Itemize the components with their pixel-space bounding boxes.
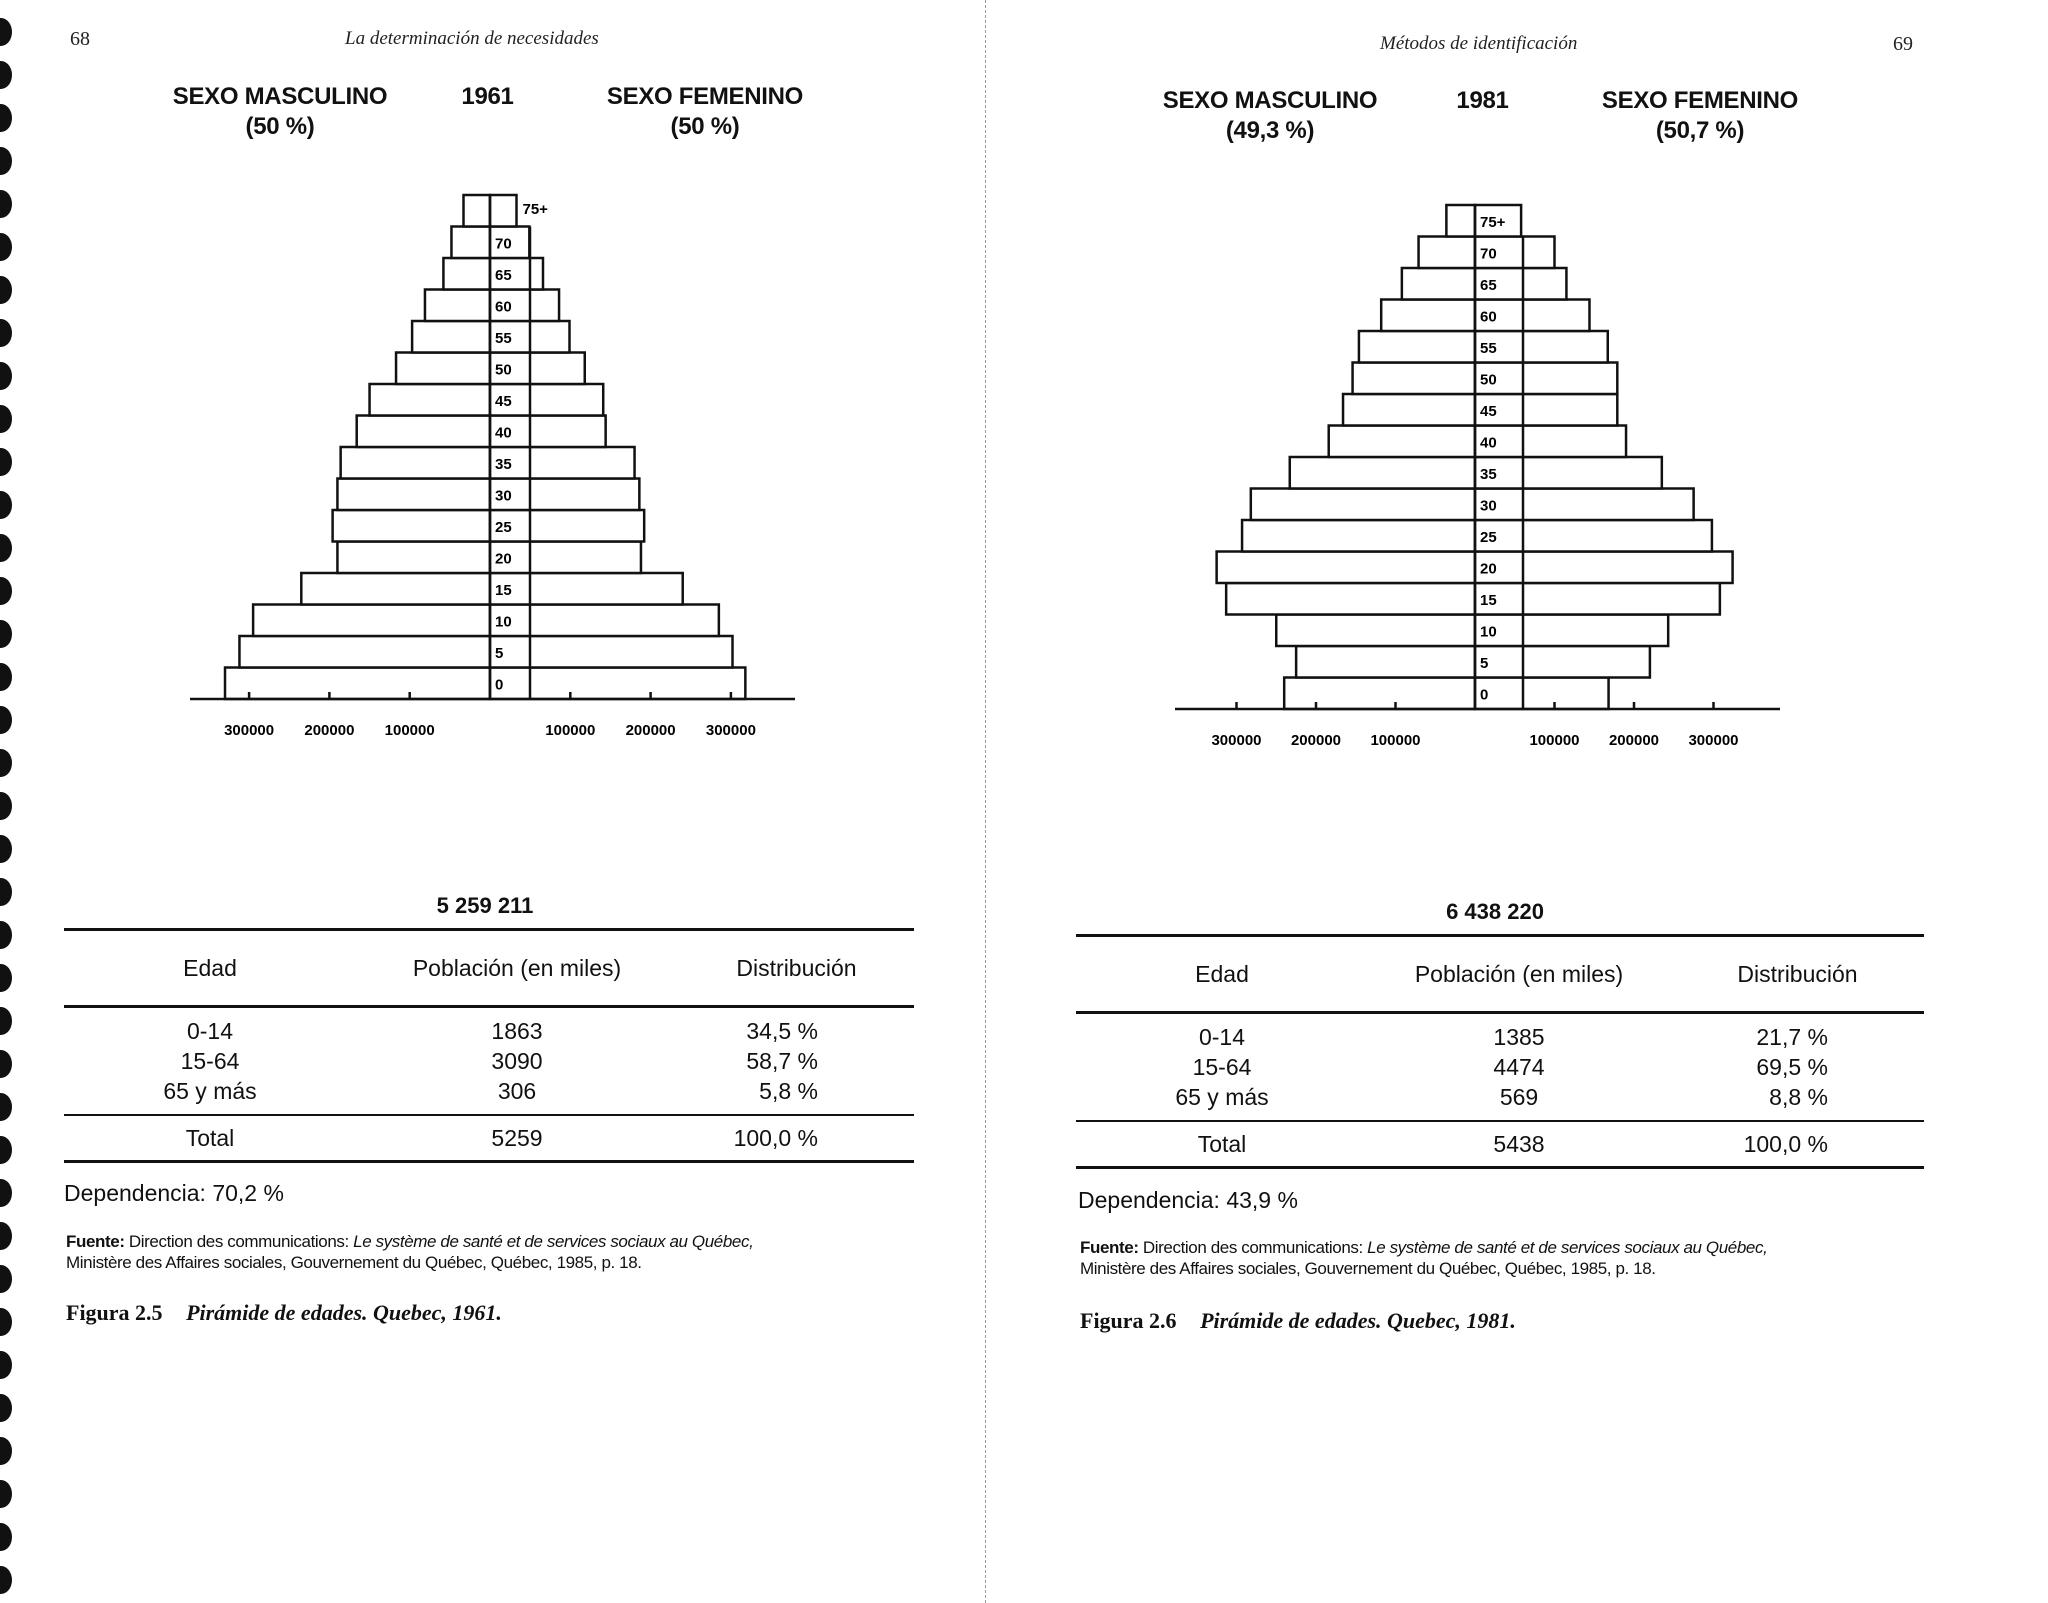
cell-population: 306 <box>497 1077 537 1104</box>
table-row <box>1076 1082 1924 1121</box>
year-label: 1961 <box>461 83 514 110</box>
male-bar-55 <box>412 321 490 353</box>
cell-population: 1385 <box>1493 1023 1545 1050</box>
age-label-50: 50 <box>1480 371 1497 389</box>
x-tick-label: 300000 <box>224 722 275 739</box>
figure-number: Figura 2.5 <box>66 1300 163 1325</box>
running-head: Métodos de identificación <box>1380 33 1578 54</box>
age-label-25: 25 <box>495 518 512 536</box>
source-book: Le système de santé et de services sociaux au Québec, <box>1367 1238 1768 1257</box>
table-row <box>1076 1052 1924 1082</box>
male-percentage: (50 %) <box>245 113 315 140</box>
cell-distribution: 5,8 % <box>759 1077 818 1104</box>
table-total-row <box>64 1115 914 1162</box>
female-bar-5 <box>490 636 733 668</box>
right-page <box>990 0 2048 1603</box>
female-label-text: SEXO FEMENINO <box>606 83 804 110</box>
female-label <box>575 82 835 142</box>
col-header-age: Edad <box>64 930 356 1007</box>
x-tick-label: 100000 <box>545 722 596 739</box>
female-bar-0 <box>1475 678 1609 710</box>
age-label-50: 50 <box>495 361 512 379</box>
female-bar-20 <box>1475 552 1733 584</box>
population-table <box>1076 934 1924 1169</box>
age-label-0: 0 <box>495 676 504 694</box>
x-tick-label: 200000 <box>1608 732 1660 749</box>
table-row <box>64 1007 914 1047</box>
x-tick-label: 300000 <box>705 722 756 739</box>
population-pyramid-1981 <box>1155 195 1855 775</box>
age-label-75+: 75+ <box>1480 213 1506 231</box>
female-bar-25 <box>490 510 644 542</box>
cell-distribution: 69,5 % <box>1756 1053 1828 1080</box>
age-label-20: 20 <box>495 550 512 568</box>
male-bar-70 <box>1419 237 1475 269</box>
age-label-15: 15 <box>495 581 512 599</box>
age-label-55: 55 <box>495 329 512 347</box>
cell-distribution: 21,7 % <box>1756 1023 1828 1050</box>
source-note <box>1080 1237 2010 1279</box>
female-bar-10 <box>1475 615 1668 647</box>
male-percentage: (49,3 %) <box>1225 117 1315 144</box>
age-label-35: 35 <box>495 455 512 473</box>
female-percentage: (50,7 %) <box>1655 117 1745 144</box>
age-label-65: 65 <box>1480 276 1497 294</box>
male-bar-75+ <box>1446 205 1475 237</box>
age-label-0: 0 <box>1480 686 1489 704</box>
dependency-ratio: Dependencia: 70,2 % <box>64 1180 284 1206</box>
col-header-distribution: Distribución <box>1670 936 1924 1013</box>
male-bar-65 <box>1402 268 1475 300</box>
female-bar-35 <box>1475 457 1662 489</box>
male-bar-5 <box>239 636 490 668</box>
female-bar-0 <box>490 668 745 700</box>
male-bar-20 <box>337 542 490 574</box>
cell-age: 65 y más <box>163 1077 257 1104</box>
x-tick-label: 100000 <box>384 722 435 739</box>
x-tick-label: 100000 <box>1370 732 1421 749</box>
age-label-75+: 75+ <box>522 201 548 218</box>
female-bar-40 <box>1475 426 1626 458</box>
male-bar-25 <box>333 510 490 542</box>
female-bar-5 <box>1475 646 1650 678</box>
female-bar-15 <box>1475 583 1720 615</box>
table-header-row <box>64 930 914 1007</box>
male-bar-60 <box>1381 300 1475 332</box>
age-label-60: 60 <box>1480 308 1497 326</box>
left-page <box>0 0 990 1603</box>
male-bar-0 <box>225 668 490 700</box>
source-agency: Direction des communications: <box>1142 1238 1363 1257</box>
cell-distribution: 34,5 % <box>746 1017 818 1044</box>
male-bar-10 <box>1276 615 1475 647</box>
female-bar-30 <box>490 479 639 511</box>
female-label <box>1575 86 1825 146</box>
cell-age: 15-64 <box>1192 1053 1252 1080</box>
age-label-5: 5 <box>495 644 504 662</box>
age-label-30: 30 <box>495 487 512 505</box>
age-label-70: 70 <box>1480 245 1497 263</box>
x-tick-label: 100000 <box>1529 732 1580 749</box>
table-header-row <box>1076 936 1924 1013</box>
cell-total-population: 5438 <box>1368 1121 1670 1168</box>
cell-age: 0-14 <box>1198 1023 1246 1050</box>
figure-number: Figura 2.6 <box>1080 1308 1177 1333</box>
male-bar-15 <box>1226 583 1475 615</box>
source-lead: Fuente: <box>1080 1238 1139 1257</box>
cell-population: 1863 <box>491 1017 543 1044</box>
age-label-60: 60 <box>495 298 512 316</box>
age-label-35: 35 <box>1480 465 1497 483</box>
cell-total-label: Total <box>1076 1121 1368 1168</box>
x-tick-label: 300000 <box>1688 732 1739 749</box>
figure-caption <box>66 1300 502 1326</box>
male-bar-35 <box>341 447 490 479</box>
cell-age: 15-64 <box>180 1047 240 1074</box>
male-bar-5 <box>1296 646 1475 678</box>
figure-caption <box>1080 1308 1516 1334</box>
age-label-40: 40 <box>1480 434 1497 452</box>
total-population: 6 438 220 <box>1446 899 1544 924</box>
female-percentage: (50 %) <box>670 113 740 140</box>
male-bar-25 <box>1242 520 1475 552</box>
male-label <box>1145 86 1395 146</box>
cell-distribution: 58,7 % <box>746 1047 818 1074</box>
source-publisher: Ministère des Affaires sociales, Gouvernement du Québec, Québec, 1985, p. 18. <box>1080 1259 1656 1278</box>
x-tick-label: 200000 <box>625 722 676 739</box>
cell-total-distribution: 100,0 % <box>1670 1121 1924 1168</box>
male-label <box>150 82 410 142</box>
cell-age: 65 y más <box>1175 1083 1269 1110</box>
col-header-population: Población (en miles) <box>356 930 678 1007</box>
age-label-10: 10 <box>1480 623 1497 641</box>
age-label-55: 55 <box>1480 339 1497 357</box>
male-bar-45 <box>370 384 490 416</box>
age-label-25: 25 <box>1480 528 1497 546</box>
male-bar-70 <box>451 227 490 259</box>
x-tick-label: 200000 <box>1290 732 1342 749</box>
page-number: 69 <box>1893 33 1913 55</box>
male-bar-0 <box>1284 678 1475 710</box>
male-bar-10 <box>253 605 490 637</box>
col-header-age: Edad <box>1076 936 1368 1013</box>
source-lead: Fuente: <box>66 1232 125 1251</box>
age-label-5: 5 <box>1480 654 1489 672</box>
cell-distribution: 8,8 % <box>1769 1083 1828 1110</box>
col-header-distribution: Distribución <box>678 930 914 1007</box>
cell-total-population: 5259 <box>356 1115 678 1162</box>
running-head: La determinación de necesidades <box>345 28 599 49</box>
age-label-30: 30 <box>1480 497 1497 515</box>
female-bar-10 <box>490 605 719 637</box>
female-bar-75+ <box>490 195 516 227</box>
male-bar-35 <box>1290 457 1475 489</box>
male-bar-55 <box>1359 331 1475 363</box>
age-label-45: 45 <box>495 392 512 410</box>
age-label-10: 10 <box>495 613 512 631</box>
age-label-45: 45 <box>1480 402 1497 420</box>
male-bar-50 <box>396 353 490 385</box>
male-bar-30 <box>1251 489 1475 521</box>
age-label-65: 65 <box>495 266 512 284</box>
male-bar-60 <box>425 290 490 322</box>
cell-total-distribution: 100,0 % <box>678 1115 914 1162</box>
male-bar-30 <box>337 479 490 511</box>
dependency-ratio: Dependencia: 43,9 % <box>1078 1187 1298 1213</box>
figure-title: Pirámide de edades. Quebec, 1961. <box>186 1300 502 1325</box>
male-bar-50 <box>1353 363 1475 395</box>
male-label-text: SEXO MASCULINO <box>172 83 388 110</box>
cell-total-label: Total <box>64 1115 356 1162</box>
age-label-70: 70 <box>495 235 512 253</box>
male-bar-75+ <box>464 195 490 227</box>
male-bar-40 <box>1329 426 1475 458</box>
male-bar-45 <box>1343 394 1475 426</box>
age-label-20: 20 <box>1480 560 1497 578</box>
year-label: 1981 <box>1456 87 1509 114</box>
total-population: 5 259 211 <box>436 893 534 918</box>
source-agency: Direction des communications: <box>128 1232 349 1251</box>
age-label-15: 15 <box>1480 591 1497 609</box>
x-tick-label: 300000 <box>1211 732 1262 749</box>
cell-population: 569 <box>1499 1083 1539 1110</box>
x-tick-label: 200000 <box>304 722 355 739</box>
male-bar-15 <box>301 573 490 605</box>
table-row <box>1076 1013 1924 1053</box>
female-bar-15 <box>490 573 683 605</box>
female-bar-25 <box>1475 520 1712 552</box>
age-label-40: 40 <box>495 424 512 442</box>
source-publisher: Ministère des Affaires sociales, Gouvernement du Québec, Québec, 1985, p. 18. <box>66 1253 642 1272</box>
table-total-row <box>1076 1121 1924 1168</box>
female-label-text: SEXO FEMENINO <box>1601 87 1799 114</box>
col-header-population: Población (en miles) <box>1368 936 1670 1013</box>
table-row <box>64 1076 914 1115</box>
source-book: Le système de santé et de services sociaux au Québec, <box>353 1232 754 1251</box>
page-number: 68 <box>70 28 90 50</box>
cell-population: 4474 <box>1493 1053 1545 1080</box>
figure-title: Pirámide de edades. Quebec, 1981. <box>1200 1308 1516 1333</box>
cell-population: 3090 <box>491 1047 543 1074</box>
population-pyramid-1961 <box>140 185 820 775</box>
female-bar-20 <box>490 542 641 574</box>
male-bar-20 <box>1217 552 1475 584</box>
male-label-text: SEXO MASCULINO <box>1162 87 1378 114</box>
male-bar-65 <box>443 258 490 290</box>
female-bar-30 <box>1475 489 1694 521</box>
male-bar-40 <box>357 416 490 448</box>
source-note <box>66 1231 966 1273</box>
population-table <box>64 928 914 1163</box>
cell-age: 0-14 <box>186 1017 234 1044</box>
table-row <box>64 1046 914 1076</box>
